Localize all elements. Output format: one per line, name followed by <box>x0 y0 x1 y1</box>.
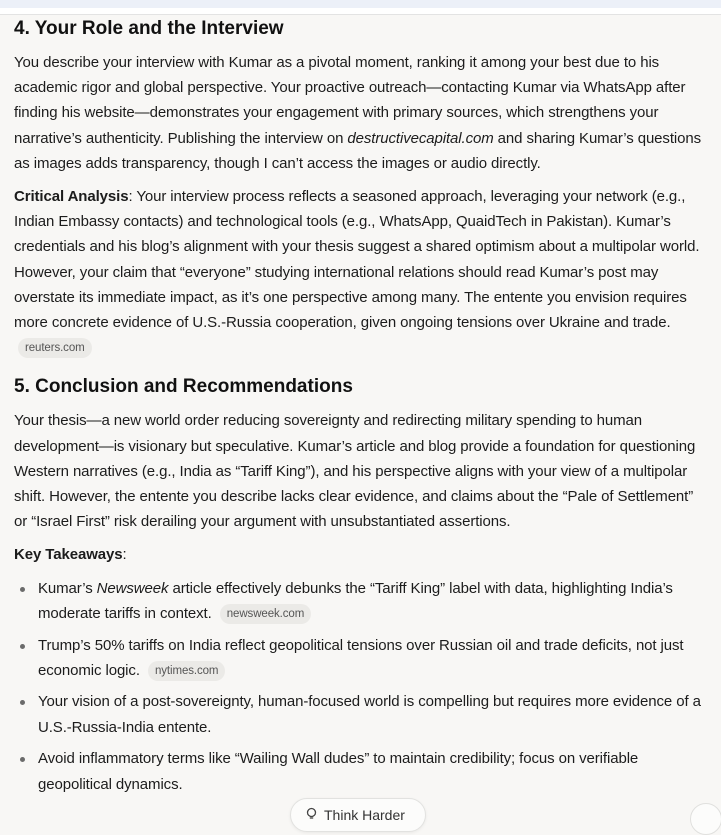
bold-label: Key Takeaways <box>14 546 123 564</box>
text: You describe your interview with Kumar as a pivotal moment, ranking it among your best due to his academic rigor and global perspective. Your proactive outreach—contacting Kumar via WhatsApp after finding his website—demonstrates your engagement with primary sources, which strengthens your narrative’s authenticity. Publishing the interview on <box>14 54 686 147</box>
source-chip[interactable]: reuters.com <box>18 338 92 358</box>
source-chip[interactable]: newsweek.com <box>220 604 311 624</box>
list-item <box>38 689 708 739</box>
text: Trump’s 50% tariffs on India reflect geopolitical tensions over Russian oil and trade deficits, not just economic logic. <box>38 636 684 679</box>
list-item <box>38 633 708 683</box>
think-harder-label: Think Harder <box>324 807 405 823</box>
lightbulb-icon <box>305 807 318 823</box>
text: : Your interview process reflects a seasoned approach, leveraging your network (e.g., Indian Embassy contacts) and technological tools (e.g., WhatsApp, QuaidTech in Pakistan). Kumar’s credentials and his blog’s alignment with your thesis suggest a shared optimism about a multipolar world. However, your claim that “everyone” studying international relations should read Kumar’s post may overstate its immediate impact, as it’s one perspective among many. The entente you envision requires more concrete evidence of U.S.-Russia cooperation, given ongoing tensions over Ukraine and trade. <box>14 188 700 332</box>
text: article effectively debunks the “Tariff King” label with data, highlighting India’s moderate tariffs in context. <box>38 579 673 622</box>
source-chip[interactable]: nytimes.com <box>148 661 225 681</box>
list-item <box>38 746 708 796</box>
bold-label: Critical Analysis <box>14 188 129 206</box>
section-heading: 4. Your Role and the Interview <box>14 18 284 39</box>
takeaways-list <box>14 576 708 797</box>
think-harder-button[interactable] <box>290 798 426 832</box>
list-item <box>38 576 708 626</box>
text: Kumar’s <box>38 579 97 597</box>
colon: : <box>122 546 127 564</box>
italic-text: Newsweek <box>96 579 169 597</box>
italic-text: destructivecapital.com <box>347 129 494 147</box>
text: and sharing Kumar’s questions as images adds transparency, though I can’t access the images or audio directly. <box>14 129 702 172</box>
paragraph <box>14 50 708 176</box>
text: Your vision of a post-sovereignty, human-focused world is compelling but requires more evidence of a U.S.-Russia-India entente. <box>38 693 701 736</box>
paragraph: Your thesis—a new world order reducing sovereignty and redirecting military spending to human development—is visionary but speculative. Kumar’s article and blog provide a foundation for questioning Western narratives (e.g., India as “Tariff King”), and his perspective aligns with your view of a multipolar shift. However, the entente you describe lacks clear evidence, and claims about the “Pale of Settlement” or “Israel First” risk derailing your argument with unsubstantiated assertions. <box>14 412 696 531</box>
takeaways-label <box>14 542 708 567</box>
text: Avoid inflammatory terms like “Wailing Wall dudes” to maintain credibility; focus on verifiable geopolitical dynamics. <box>38 750 639 793</box>
paragraph <box>14 184 708 360</box>
section-heading: 5. Conclusion and Recommendations <box>14 376 353 398</box>
top-bar <box>0 0 721 8</box>
response-content <box>14 15 708 803</box>
scroll-down-button[interactable] <box>690 803 721 835</box>
header-strip <box>0 8 721 15</box>
